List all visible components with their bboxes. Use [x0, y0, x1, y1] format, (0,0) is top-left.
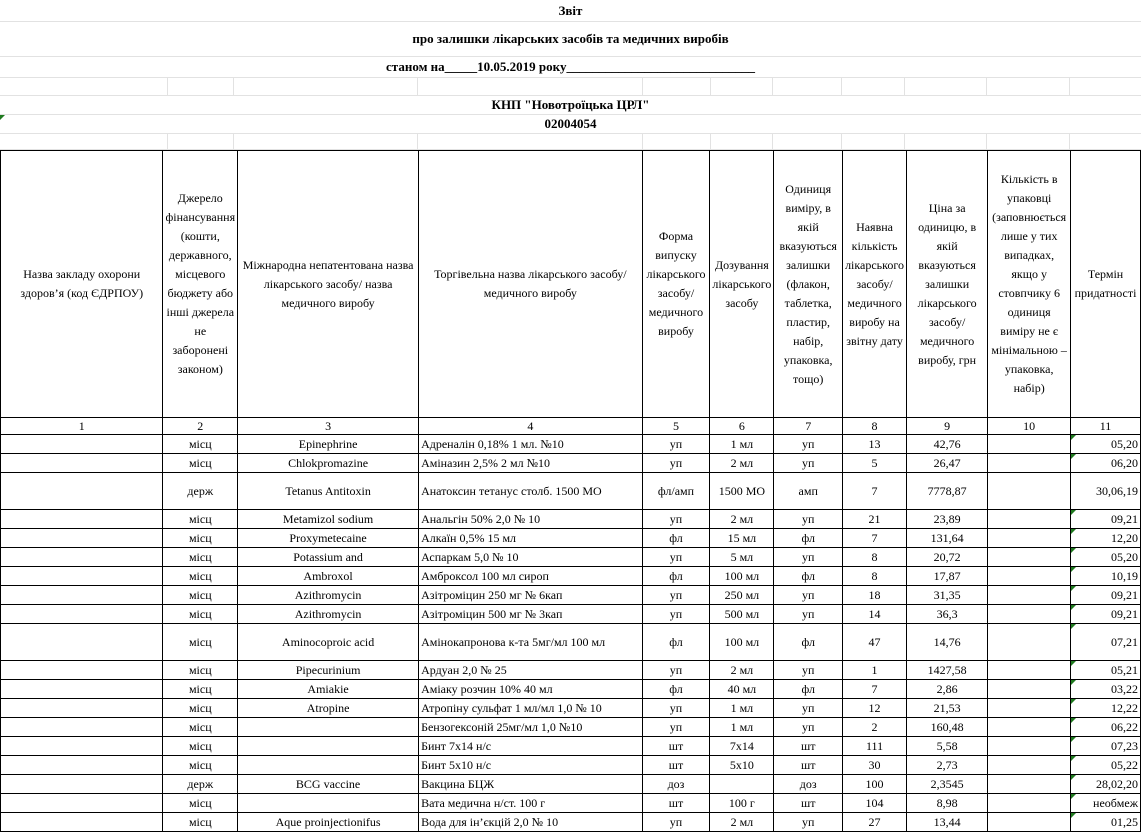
inn-cell[interactable]: Azithromycin [238, 605, 419, 624]
unit-cell[interactable]: уп [774, 718, 843, 737]
institution-cell[interactable] [1, 473, 163, 510]
pack-count-cell[interactable] [988, 567, 1071, 586]
institution-cell[interactable] [1, 661, 163, 680]
dosage-cell[interactable]: 1 мл [710, 699, 774, 718]
form-cell[interactable]: фл [642, 567, 710, 586]
institution-cell[interactable] [1, 756, 163, 775]
trade-name-cell[interactable]: Адреналін 0,18% 1 мл. №10 [419, 435, 643, 454]
funding-source-cell[interactable]: місц [163, 624, 238, 661]
unit-cell[interactable]: уп [774, 548, 843, 567]
pack-count-cell[interactable] [988, 454, 1071, 473]
pack-count-cell[interactable] [988, 813, 1071, 832]
institution-cell[interactable] [1, 775, 163, 794]
funding-source-cell[interactable]: місц [163, 529, 238, 548]
table-row [1, 548, 1141, 567]
column-number: 2 [163, 418, 238, 435]
quantity-cell[interactable]: 5 [843, 454, 907, 473]
form-cell[interactable]: уп [642, 699, 710, 718]
trade-name-cell[interactable]: Вода для ін’єкцій 2,0 № 10 [419, 813, 643, 832]
table-row [1, 718, 1141, 737]
dosage-cell[interactable]: 40 мл [710, 680, 774, 699]
quantity-cell[interactable]: 7 [843, 529, 907, 548]
institution-cell[interactable] [1, 529, 163, 548]
unit-cell[interactable]: шт [774, 737, 843, 756]
expiry-cell[interactable]: 28,02,20 [1071, 775, 1141, 794]
price-cell[interactable]: 17,87 [907, 567, 988, 586]
funding-source-cell[interactable]: місц [163, 794, 238, 813]
price-cell[interactable]: 2,86 [907, 680, 988, 699]
dosage-cell[interactable]: 250 мл [710, 586, 774, 605]
unit-cell[interactable]: фл [774, 624, 843, 661]
dosage-cell[interactable]: 100 мл [710, 624, 774, 661]
unit-cell[interactable]: доз [774, 775, 843, 794]
funding-source-cell[interactable]: місц [163, 813, 238, 832]
funding-source-cell[interactable]: місц [163, 718, 238, 737]
pack-count-cell[interactable] [988, 794, 1071, 813]
col-header-institution: Назва закладу охорони здоров’я (код ЄДРПОУ) [1, 151, 163, 418]
quantity-cell[interactable]: 1 [843, 661, 907, 680]
expiry-cell[interactable]: 09,21 [1071, 510, 1141, 529]
institution-cell[interactable] [1, 794, 163, 813]
table-row [1, 775, 1141, 794]
column-number: 9 [907, 418, 988, 435]
dosage-cell[interactable]: 100 г [710, 794, 774, 813]
inn-cell[interactable]: Amiakie [238, 680, 419, 699]
dosage-cell[interactable]: 2 мл [710, 510, 774, 529]
unit-cell[interactable]: шт [774, 794, 843, 813]
inn-cell[interactable]: Aque proinjectionifus [238, 813, 419, 832]
trade-name-cell[interactable]: Азітроміцин 500 мг № 3кап [419, 605, 643, 624]
price-cell[interactable]: 23,89 [907, 510, 988, 529]
inn-cell[interactable] [238, 718, 419, 737]
column-number: 10 [988, 418, 1071, 435]
column-number: 1 [1, 418, 163, 435]
dosage-cell[interactable]: 15 мл [710, 529, 774, 548]
price-cell[interactable]: 21,53 [907, 699, 988, 718]
dosage-cell[interactable]: 100 мл [710, 567, 774, 586]
organization-name: КНП "Новотроїцька ЦРЛ" [0, 96, 1141, 115]
table-row [1, 454, 1141, 473]
col-header-funding-source: Джерело фінансування (кошти, державного, місцевого бюджету або інші джерела не заборонені законом) [163, 151, 238, 418]
table-row [1, 605, 1141, 624]
funding-source-cell[interactable]: місц [163, 680, 238, 699]
funding-source-cell[interactable]: місц [163, 567, 238, 586]
table-row [1, 624, 1141, 661]
quantity-cell[interactable]: 111 [843, 737, 907, 756]
expiry-cell[interactable]: 01,25 [1071, 813, 1141, 832]
inn-cell[interactable]: Chlokpromazine [238, 454, 419, 473]
pack-count-cell[interactable] [988, 605, 1071, 624]
quantity-cell[interactable]: 47 [843, 624, 907, 661]
pack-count-cell[interactable] [988, 661, 1071, 680]
dosage-cell[interactable]: 1 мл [710, 435, 774, 454]
price-cell[interactable]: 131,64 [907, 529, 988, 548]
unit-cell[interactable]: уп [774, 661, 843, 680]
institution-cell[interactable] [1, 510, 163, 529]
institution-cell[interactable] [1, 567, 163, 586]
inn-cell[interactable]: Tetanus Antitoxin [238, 473, 419, 510]
column-number: 3 [238, 418, 419, 435]
form-cell[interactable]: уп [642, 510, 710, 529]
trade-name-cell[interactable]: Бинт 5х10 н/с [419, 756, 643, 775]
expiry-cell[interactable]: 09,21 [1071, 605, 1141, 624]
inn-cell[interactable]: Proxymetecaine [238, 529, 419, 548]
col-header-form: Форма випуску лікарського засобу/ медичного виробу [642, 151, 710, 418]
institution-cell[interactable] [1, 548, 163, 567]
dosage-cell[interactable]: 1 мл [710, 718, 774, 737]
form-cell[interactable]: доз [642, 775, 710, 794]
as-of-date: 10.05.2019 [477, 59, 536, 74]
table-row [1, 737, 1141, 756]
form-cell[interactable]: уп [642, 813, 710, 832]
empty-row [0, 133, 1141, 150]
inn-cell[interactable]: Metamizol sodium [238, 510, 419, 529]
price-cell[interactable]: 13,44 [907, 813, 988, 832]
quantity-cell[interactable]: 18 [843, 586, 907, 605]
funding-source-cell[interactable]: місц [163, 586, 238, 605]
quantity-cell[interactable]: 100 [843, 775, 907, 794]
funding-source-cell[interactable]: держ [163, 775, 238, 794]
unit-cell[interactable]: уп [774, 605, 843, 624]
dosage-cell[interactable]: 2 мл [710, 813, 774, 832]
price-cell[interactable]: 42,76 [907, 435, 988, 454]
unit-cell[interactable]: уп [774, 510, 843, 529]
form-cell[interactable]: уп [642, 548, 710, 567]
institution-cell[interactable] [1, 454, 163, 473]
institution-cell[interactable] [1, 718, 163, 737]
form-cell[interactable]: уп [642, 718, 710, 737]
form-cell[interactable]: шт [642, 737, 710, 756]
unit-cell[interactable]: фл [774, 680, 843, 699]
quantity-cell[interactable]: 21 [843, 510, 907, 529]
form-cell[interactable]: фл/амп [642, 473, 710, 510]
col-header-dosage: Дозування лікарського засобу [710, 151, 774, 418]
institution-cell[interactable] [1, 699, 163, 718]
pack-count-cell[interactable] [988, 529, 1071, 548]
quantity-cell[interactable]: 7 [843, 680, 907, 699]
funding-source-cell[interactable]: місц [163, 510, 238, 529]
price-cell[interactable]: 2,73 [907, 756, 988, 775]
as-of-prefix: станом на_____ [386, 59, 478, 74]
unit-cell[interactable]: уп [774, 813, 843, 832]
organization-code: 02004054 [0, 115, 1141, 134]
pack-count-cell[interactable] [988, 473, 1071, 510]
price-cell[interactable]: 26,47 [907, 454, 988, 473]
institution-cell[interactable] [1, 680, 163, 699]
funding-source-cell[interactable]: держ [163, 473, 238, 510]
expiry-cell[interactable]: 09,21 [1071, 586, 1141, 605]
col-header-quantity: Наявна кількість лікарського засобу/медичного виробу на звітну дату [843, 151, 907, 418]
pack-count-cell[interactable] [988, 435, 1071, 454]
form-cell[interactable]: фл [642, 529, 710, 548]
trade-name-cell[interactable]: Амінокапронова к-та 5мг/мл 100 мл [419, 624, 643, 661]
trade-name-cell[interactable]: Бензогексоній 25мг/мл 1,0 №10 [419, 718, 643, 737]
pack-count-cell[interactable] [988, 586, 1071, 605]
table-header-row [1, 151, 1141, 418]
form-cell[interactable]: шт [642, 756, 710, 775]
unit-cell[interactable]: уп [774, 435, 843, 454]
dosage-cell[interactable]: 7х14 [710, 737, 774, 756]
inn-cell[interactable]: Aminocoproic acid [238, 624, 419, 661]
column-number: 4 [419, 418, 643, 435]
trade-name-cell[interactable]: Аміназин 2,5% 2 мл №10 [419, 454, 643, 473]
pack-count-cell[interactable] [988, 680, 1071, 699]
institution-cell[interactable] [1, 813, 163, 832]
price-cell[interactable]: 2,3545 [907, 775, 988, 794]
dosage-cell[interactable] [710, 775, 774, 794]
expiry-cell[interactable]: 10,19 [1071, 567, 1141, 586]
dosage-cell[interactable]: 1500 МО [710, 473, 774, 510]
table-row [1, 699, 1141, 718]
table-row [1, 567, 1141, 586]
unit-cell[interactable]: шт [774, 756, 843, 775]
column-number-row [1, 418, 1141, 435]
quantity-cell[interactable]: 14 [843, 605, 907, 624]
form-cell[interactable]: фл [642, 624, 710, 661]
funding-source-cell[interactable]: місц [163, 548, 238, 567]
quantity-cell[interactable]: 2 [843, 718, 907, 737]
expiry-cell[interactable]: 07,21 [1071, 624, 1141, 661]
quantity-cell[interactable]: 27 [843, 813, 907, 832]
inn-cell[interactable]: Pipecurinium [238, 661, 419, 680]
price-cell[interactable]: 14,76 [907, 624, 988, 661]
unit-cell[interactable]: уп [774, 586, 843, 605]
form-cell[interactable]: уп [642, 435, 710, 454]
institution-cell[interactable] [1, 624, 163, 661]
pack-count-cell[interactable] [988, 548, 1071, 567]
inn-cell[interactable]: Potassium and [238, 548, 419, 567]
report-date-line [0, 57, 1141, 78]
table-row [1, 529, 1141, 548]
trade-name-cell[interactable]: Аміаку розчин 10% 40 мл [419, 680, 643, 699]
pack-count-cell[interactable] [988, 699, 1071, 718]
col-header-trade-name: Торгівельна назва лікарського засобу/ медичного виробу [419, 151, 643, 418]
expiry-cell[interactable]: 05,20 [1071, 435, 1141, 454]
dosage-cell[interactable]: 500 мл [710, 605, 774, 624]
inventory-table [0, 150, 1141, 832]
form-cell[interactable]: уп [642, 661, 710, 680]
dosage-cell[interactable]: 5 мл [710, 548, 774, 567]
form-cell[interactable]: фл [642, 680, 710, 699]
funding-source-cell[interactable]: місц [163, 454, 238, 473]
funding-source-cell[interactable]: місц [163, 756, 238, 775]
empty-row [0, 77, 1141, 96]
col-header-unit: Одиниця виміру, в якій вказуються залишки (флакон, таблетка, пластир, набір, упаковка, тощо) [774, 151, 843, 418]
quantity-cell[interactable]: 13 [843, 435, 907, 454]
form-cell[interactable]: уп [642, 605, 710, 624]
expiry-cell[interactable]: 05,22 [1071, 756, 1141, 775]
table-row [1, 794, 1141, 813]
quantity-cell[interactable]: 8 [843, 567, 907, 586]
table-row [1, 510, 1141, 529]
dosage-cell[interactable]: 2 мл [710, 454, 774, 473]
price-cell[interactable]: 31,35 [907, 586, 988, 605]
trade-name-cell[interactable]: Бинт 7х14 н/с [419, 737, 643, 756]
price-cell[interactable]: 1427,58 [907, 661, 988, 680]
pack-count-cell[interactable] [988, 756, 1071, 775]
quantity-cell[interactable]: 7 [843, 473, 907, 510]
dosage-cell[interactable]: 2 мл [710, 661, 774, 680]
as-of-suffix: року_____________________________ [535, 59, 755, 74]
funding-source-cell[interactable]: місц [163, 661, 238, 680]
unit-cell[interactable]: фл [774, 529, 843, 548]
unit-cell[interactable]: уп [774, 454, 843, 473]
funding-source-cell[interactable]: місц [163, 435, 238, 454]
inn-cell[interactable]: Epinephrine [238, 435, 419, 454]
expiry-cell[interactable]: 30,06,19 [1071, 473, 1141, 510]
quantity-cell[interactable]: 8 [843, 548, 907, 567]
price-cell[interactable]: 5,58 [907, 737, 988, 756]
institution-cell[interactable] [1, 737, 163, 756]
expiry-cell[interactable]: 06,22 [1071, 718, 1141, 737]
institution-cell[interactable] [1, 586, 163, 605]
price-cell[interactable]: 7778,87 [907, 473, 988, 510]
unit-cell[interactable]: уп [774, 699, 843, 718]
funding-source-cell[interactable]: місц [163, 699, 238, 718]
column-number: 7 [774, 418, 843, 435]
pack-count-cell[interactable] [988, 775, 1071, 794]
table-row [1, 435, 1141, 454]
trade-name-cell[interactable]: Аспаркам 5,0 № 10 [419, 548, 643, 567]
pack-count-cell[interactable] [988, 624, 1071, 661]
inn-cell[interactable]: BCG vaccine [238, 775, 419, 794]
pack-count-cell[interactable] [988, 737, 1071, 756]
col-header-inn: Міжнародна непатентована назва лікарського засобу/ назва медичного виробу [238, 151, 419, 418]
col-header-pack-count: Кількість в упаковці (заповнюється лише у тих випадках, якщо у стовпчику 6 одиниця виміру не є мінімальною – упаковка, набір) [988, 151, 1071, 418]
pack-count-cell[interactable] [988, 510, 1071, 529]
institution-cell[interactable] [1, 605, 163, 624]
quantity-cell[interactable]: 12 [843, 699, 907, 718]
column-number: 5 [642, 418, 710, 435]
trade-name-cell[interactable]: Азітроміцин 250 мг № 6кап [419, 586, 643, 605]
report-subtitle: про залишки лікарських засобів та медичних виробів [0, 22, 1141, 57]
price-cell[interactable]: 160,48 [907, 718, 988, 737]
column-number: 11 [1071, 418, 1141, 435]
column-number: 8 [843, 418, 907, 435]
expiry-cell[interactable]: 07,23 [1071, 737, 1141, 756]
column-number: 6 [710, 418, 774, 435]
trade-name-cell[interactable]: Анальгін 50% 2,0 № 10 [419, 510, 643, 529]
trade-name-cell[interactable]: Атропіну сульфат 1 мл/мл 1,0 № 10 [419, 699, 643, 718]
inn-cell[interactable]: Atropine [238, 699, 419, 718]
report-title: Звіт [0, 0, 1141, 22]
institution-cell[interactable] [1, 435, 163, 454]
quantity-cell[interactable]: 104 [843, 794, 907, 813]
inn-cell[interactable] [238, 794, 419, 813]
expiry-cell[interactable]: 12,22 [1071, 699, 1141, 718]
trade-name-cell[interactable]: Алкаїн 0,5% 15 мл [419, 529, 643, 548]
dosage-cell[interactable]: 5х10 [710, 756, 774, 775]
expiry-cell[interactable]: необмеж [1071, 794, 1141, 813]
price-cell[interactable]: 8,98 [907, 794, 988, 813]
inn-cell[interactable]: Ambroxol [238, 567, 419, 586]
expiry-cell[interactable]: 05,20 [1071, 548, 1141, 567]
cell-comment-marker [0, 115, 5, 120]
inn-cell[interactable]: Azithromycin [238, 586, 419, 605]
funding-source-cell[interactable]: місц [163, 605, 238, 624]
expiry-cell[interactable]: 03,22 [1071, 680, 1141, 699]
trade-name-cell[interactable]: Вата медична н/ст. 100 г [419, 794, 643, 813]
trade-name-cell[interactable]: Вакцина БЦЖ [419, 775, 643, 794]
inn-cell[interactable] [238, 737, 419, 756]
trade-name-cell[interactable]: Амброксол 100 мл сироп [419, 567, 643, 586]
price-cell[interactable]: 20,72 [907, 548, 988, 567]
form-cell[interactable]: шт [642, 794, 710, 813]
expiry-cell[interactable]: 05,21 [1071, 661, 1141, 680]
form-cell[interactable]: уп [642, 586, 710, 605]
trade-name-cell[interactable]: Анатоксин тетанус столб. 1500 МО [419, 473, 643, 510]
table-row [1, 661, 1141, 680]
table-row [1, 756, 1141, 775]
unit-cell[interactable]: фл [774, 567, 843, 586]
unit-cell[interactable]: амп [774, 473, 843, 510]
table-row [1, 680, 1141, 699]
funding-source-cell[interactable]: місц [163, 737, 238, 756]
expiry-cell[interactable]: 12,20 [1071, 529, 1141, 548]
price-cell[interactable]: 36,3 [907, 605, 988, 624]
pack-count-cell[interactable] [988, 718, 1071, 737]
quantity-cell[interactable]: 30 [843, 756, 907, 775]
col-header-price: Ціна за одиницю, в якій вказуються залишки лікарського засобу/медичного виробу, грн [907, 151, 988, 418]
form-cell[interactable]: уп [642, 454, 710, 473]
expiry-cell[interactable]: 06,20 [1071, 454, 1141, 473]
table-row [1, 473, 1141, 510]
table-row [1, 813, 1141, 832]
col-header-expiry: Термін придатності [1071, 151, 1141, 418]
inn-cell[interactable] [238, 756, 419, 775]
trade-name-cell[interactable]: Ардуан 2,0 № 25 [419, 661, 643, 680]
table-row [1, 586, 1141, 605]
